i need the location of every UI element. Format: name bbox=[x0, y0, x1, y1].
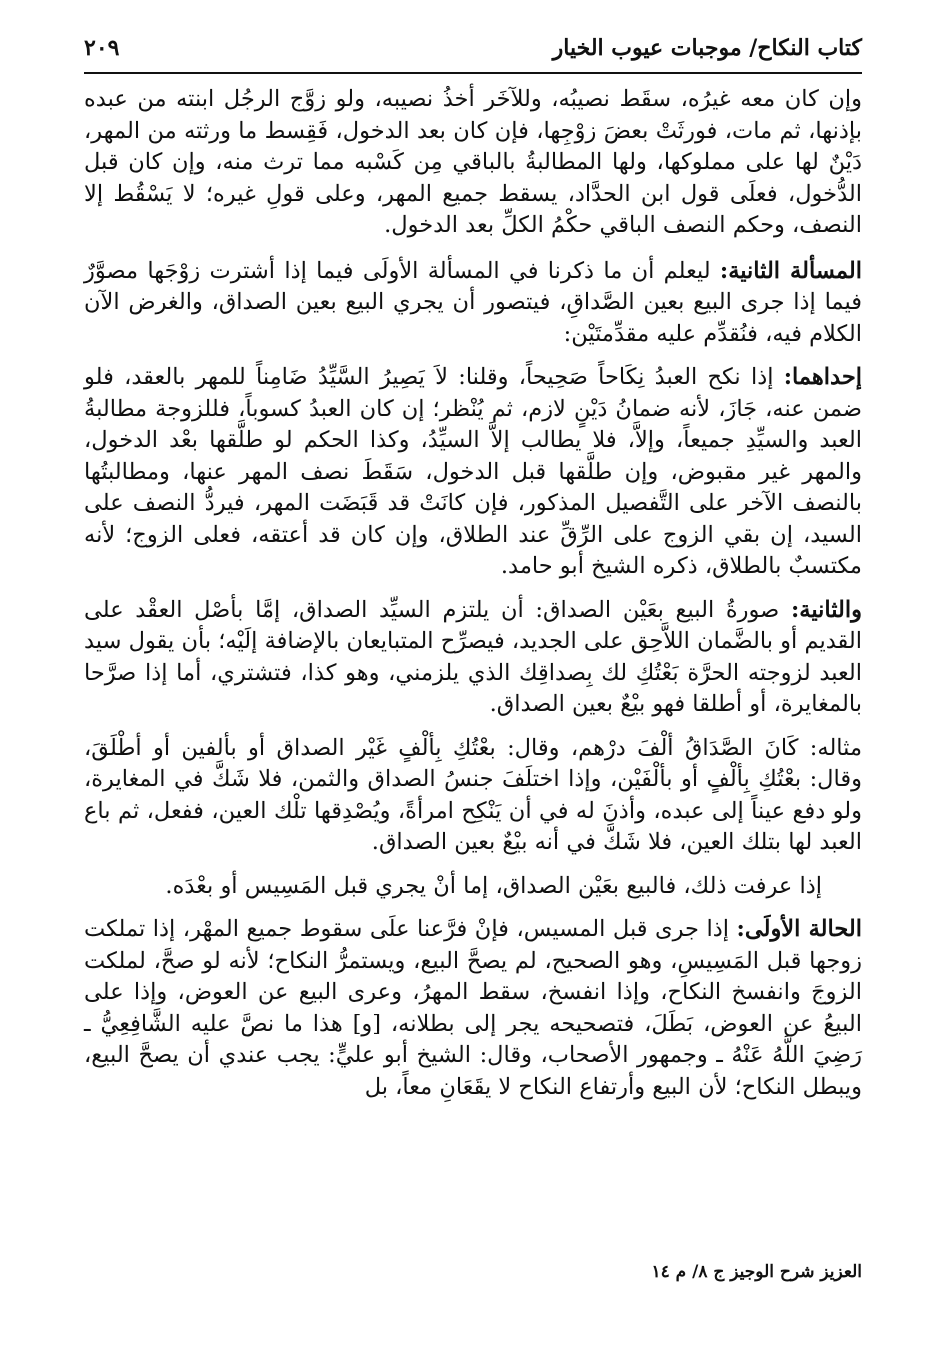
paragraph-text: ليعلم أن ما ذكرنا في المسألة الأولَى فيما إذا أشترت زوْجَها مصوَّرٌ فيما إذا جرى البيع بعين الصَّداقِ، فيتصور أن يجري البيع بعين الصداق، والغرض الآن الكلام فيه، فنُقدِّم عليه مقدِّمتَيْن: bbox=[84, 257, 862, 347]
paragraph-heading: إحداهما: bbox=[783, 364, 862, 390]
paragraph-summary bbox=[84, 871, 862, 903]
paragraph-text: وإن كان معه غيرُه، سقَط نصيبُه، وللآخَر أخذُ نصيبه، ولو زوَّج الرجُل ابنته من عبده بإذنها، ثم مات، فورثَتْ بعضَ زوْجِها، فإن كان بعد الدخول، فَقِسط ما ورثته من المهر، دَيْنٌ لها على مملوكها، ولها المطالبةُ بالباقي مِن كَسْبه مما ترث منه، وإن كان قبل الدُّخول، فعلَى قول ابن الحدَّاد، يسقط جميع المهر، وعلى قولِ غيره؛ لا يَسْقُط إلا النصف، وحكم النصف الباقي حكْمُ الكلِّ بعد الدخول. bbox=[84, 86, 862, 238]
header-rule bbox=[84, 72, 862, 74]
footer-signature: العزيز شرح الوجيز ج ٨/ م ١٤ bbox=[651, 1262, 862, 1282]
page-body bbox=[84, 84, 862, 1115]
paragraph-second-premise bbox=[84, 595, 862, 721]
paragraph-text: إذا عرفت ذلك، فالبيع بعَيْن الصداق، إما أنْ يجري قبل المَسِيس أو بعْدَه. bbox=[165, 872, 822, 899]
paragraph-heading: والثانية: bbox=[790, 596, 862, 623]
paragraph-heading: المسألة الثانية: bbox=[719, 257, 863, 284]
paragraph-heading: الحالة الأولَى: bbox=[736, 916, 863, 942]
paragraph-first-premise bbox=[84, 362, 862, 583]
paragraph-first-case bbox=[84, 914, 862, 1103]
paragraph-text: مثاله: كَانَ الصَّدَاقُ ألْفَ درْهم، وقال: بعْتُكِ بِألْفٍ غَيْر الصداق أو بألفين أو أطْلَقَ، وقال: بعْتُكِ بِألْفٍ أو بألْفَيْن، وإذا اختلَفَ جنسُ الصداق والثمن، فلا شَكَّ في المغايرة، ولو دفع عيناً إلى عبده، وأذنَ له في أن يَنْكِح امرأةً، ويُصْدِقها تلْك العين، ففعل، ثم باع العبد لها بتلك العين، فلا شَكَّ في أنه بيْعٌ بعين الصداق. bbox=[84, 734, 862, 855]
paragraph-text: إذا جرى قبل المسيس، فإنْ فرَّعنا علَى سقوط جميع المهْر، إذا تملكت زوجها قبل المَسِيسِ، وهو الصحيح، لم يصحَّ البيع، ويستمرُّ النكاح؛ لأنه لو صحَّ، لملكت الزوجَ وانفسخ النكاح، وإذا انفسخ، سقط المهرُ، وعرى البيع عن العوض، وإذا على البيعُ عن العوض، بَطَلَ، فتصحيحه يجر إلى بطلانه، [و] هذا ما نصَّ عليه الشَّافِعِيُّ ـ رَضِيَ اللَّهُ عَنْهُ ـ وجمهور الأصحاب، وقال: الشيخ أبو عليٍّ: يجب عندي أن يصحَّ البيع، ويبطل النكاح؛ لأن البيع وأرتفاع النكاح لا يقَعَانِ معاً، بل bbox=[84, 916, 862, 1100]
page-header bbox=[84, 30, 862, 66]
running-head: كتاب النكاح/ موجبات عيوب الخيار bbox=[552, 35, 862, 61]
paragraph-text: صورةُ البيع بعَيْن الصداق: أن يلتزم السيِّد الصداق، إمَّا بأصْل العقْد على القديم أو بالضَّمان اللاَّحِق على الجديد، فيصرِّح المتبايعان بالإضافة إلَيْه؛ بأن يقول سيد العبد لزوجته الحرَّة بَعْتُكِ لك بِصداقِك الذي يلزمني، وهو كذا، فتشتري، أما إذا صرَّحا بالمغايرة، أو أطلقا فهو بيْعٌ بعين الصداق. bbox=[84, 596, 862, 717]
paragraph-text: إذا نكح العبدُ نِكَاحاً صَحِيحاً، وقلنا: لاَ يَصِيرُ السَّيِّدُ ضَامِناً للمهر بالعقد، فلو ضمن عنه، جَازَ، لأنه ضمانُ دَيْنٍ لازم، ثم يُنْظر؛ إن كان العبدُ كسوباً، فللزوجة مطالبةُ العبد والسيِّدِ جميعاً، وإلاَّ، فلا يطالب إلاَّ السيِّدُ، وكذا الحكم لو طلَّقها بعْد الدخول، والمهر غير مقبوض، وإن طلَّقها قبل الدخول، سَقَطَ نصف المهر عنها، ومطالبتُها بالنصف الآخر على التَّفصيل المذكور، فإن كانَتْ قد قَبَضَت المهر، فيردُّ النصف على السيد، إن بقي الزوج على الرِّقِّ عند الطلاق، وإن كان قد أعتقه، فعلى الزوج؛ لأنه مكتسبٌ بالطلاق، ذكره الشيخ أبو حامد. bbox=[84, 364, 862, 579]
paragraph-continuation bbox=[84, 84, 862, 242]
paragraph-second-issue bbox=[84, 256, 862, 351]
paragraph-example bbox=[84, 733, 862, 859]
page-number: ٢٠٩ bbox=[84, 35, 120, 61]
